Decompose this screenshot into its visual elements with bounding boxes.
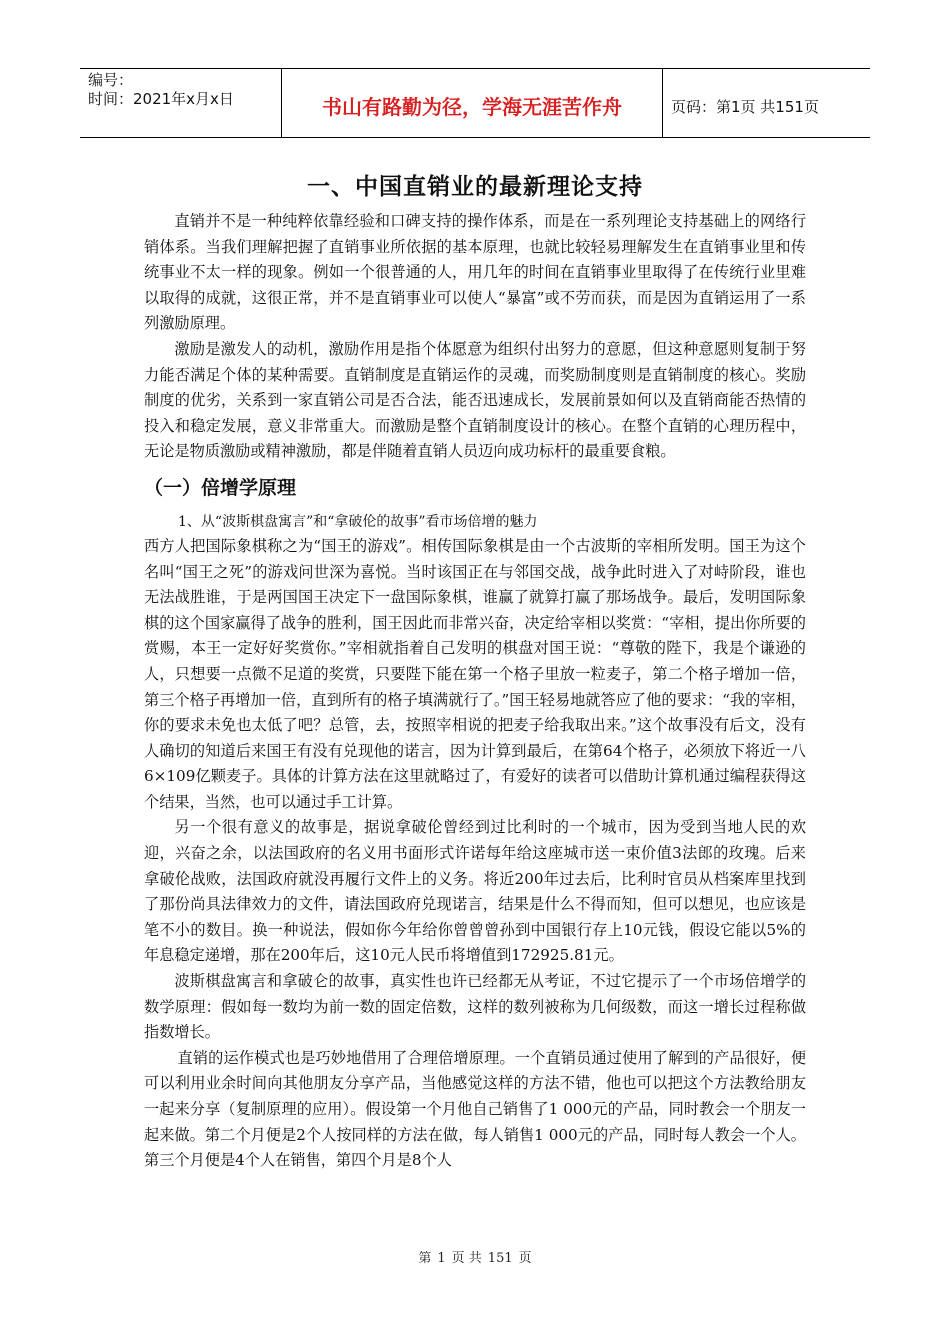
- date-label: 时间：2021年x月x日: [88, 90, 234, 108]
- document-header: [80, 68, 870, 138]
- header-motto-cell: [282, 69, 663, 137]
- footer-mid: 页 共: [451, 1251, 482, 1266]
- header-page-info: 页码：第1页 共151页: [671, 97, 819, 116]
- page-footer: [0, 1247, 950, 1266]
- header-motto: 书山有路勤为径，学海无涯苦作舟: [322, 94, 622, 119]
- header-meta: [80, 69, 282, 137]
- section-heading: （一）倍增学原理: [144, 476, 297, 499]
- document-body: [144, 168, 806, 1174]
- footer-prefix: 第: [418, 1251, 432, 1266]
- document-title: 一、中国直销业的最新理论支持: [307, 174, 643, 200]
- footer-total-pages: 151: [487, 1251, 513, 1266]
- body-paragraph-3: 波斯棋盘寓言和拿破仑的故事，真实性也许已经都无从考证，不过它提示了一个市场倍增学的数学原理：假如每一数均为前一数的固定倍数，这样的数列被称为几何级数，而这一增长过程称做指数增长。: [144, 972, 806, 1042]
- header-page-info-cell: [663, 69, 819, 137]
- code-label: 编号：: [88, 71, 134, 89]
- footer-page-number: 1: [437, 1251, 446, 1266]
- footer-suffix: 页: [518, 1251, 532, 1266]
- body-paragraph-2: 另一个很有意义的故事是，据说拿破伦曾经到过比利时的一个城市，因为受到当地人民的欢迎，兴奋之余，以法国政府的名义用书面形式许诺每年给这座城市送一束价值3法郎的玫瑰。后来拿破伦战败，法国政府就没再履行文件上的义务。将近200年过去后，比利时官员从档案库里找到了那份尚具法律效力的文件，请法国政府兑现诺言，结果是什么不得而知，但可以想见，也应该是笔不小的数目。换一种说法，假如你今年给你曾曾曾孙到中国银行存上10元钱，假设它能以5%的年息稳定递增，那在200年后，这10元人民币将增值到172925.81元。: [144, 818, 806, 965]
- intro-paragraph-1: 直销并不是一种纯粹依靠经验和口碑支持的操作体系，而是在一系列理论支持基础上的网络行销体系。当我们理解把握了直销事业所依据的基本原理，也就比较轻易理解发生在直销事业里和传统事业不太一样的现象。例如一个很普通的人，用几年的时间在直销事业里取得了在传统行业里难以取得的成就，这很正常，并不是直销事业可以使人“暴富”或不劳而获，而是因为直销运用了一系列激励原理。: [144, 212, 806, 333]
- body-paragraph-1: 西方人把国际象棋称之为“国王的游戏”。相传国际象棋是由一个古波斯的宰相所发明。国王为这个名叫“国王之死”的游戏问世深为喜悦。当时该国正在与邻国交战，战争此时进入了对峙阶段，谁也无法战胜谁，于是两国国王决定下一盘国际象棋，谁赢了就算打赢了那场战争。最后，发明国际象棋的这个国家赢得了战争的胜利，国王因此而非常兴奋，决定给宰相以奖赏：“宰相，提出你所要的赏赐，本王一定好好奖赏你。”宰相就指着自己发明的棋盘对国王说：“尊敬的陛下，我是个谦逊的人，只想要一点微不足道的奖赏，只要陛下能在第一个格子里放一粒麦子，第二个格子增加一倍，第三个格子再增加一倍，直到所有的格子填满就行了。”国王轻易地就答应了他的要求：“我的宰相，你的要求未免也太低了吧？总管，去，按照宰相说的把麦子给我取出来。”这个故事没有后文，没有人确切的知道后来国王有没有兑现他的诺言，因为计算到最后，在第64个格子，必须放下将近一八6×109亿颗麦子。具体的计算方法在这里就略过了，有爱好的读者可以借助计算机通过编程获得这个结果，当然，也可以通过手工计算。: [144, 536, 806, 811]
- body-paragraph-4: 直销的运作模式也是巧妙地借用了合理倍增原理。一个直销员通过使用了解到的产品很好，便可以利用业余时间向其他朋友分享产品，当他感觉这样的方法不错，他也可以把这个方法教给朋友一起来分享（复制原理的应用）。假设第一个月他自己销售了1 000元的产品，同时教会一个朋友一起来做。第二个月便是2个人按同样的方法在做，每人销售1 000元的产品，同时每人教会一个人。第三个月便是4个人在销售，第四个月是8个人: [144, 1048, 806, 1170]
- intro-paragraph-2: 激励是激发人的动机，激励作用是指个体愿意为组织付出努力的意愿，但这种意愿则复制于努力能否满足个体的某种需要。直销制度是直销运作的灵魂，而奖励制度则是直销制度的核心。奖励制度的优劣，关系到一家直销公司是否合法，能否迅速成长，发展前景如何以及直销商能否热情的投入和稳定发展，意义非常重大。而激励是整个直销制度设计的核心。在整个直销的心理历程中，无论是物质激励或精神激励，都是伴随着直销人员迈向成功标杆的最重要食粮。: [144, 339, 806, 461]
- subheading: 1、从“波斯棋盘寓言”和“拿破伦的故事”看市场倍增的魅力: [178, 513, 538, 530]
